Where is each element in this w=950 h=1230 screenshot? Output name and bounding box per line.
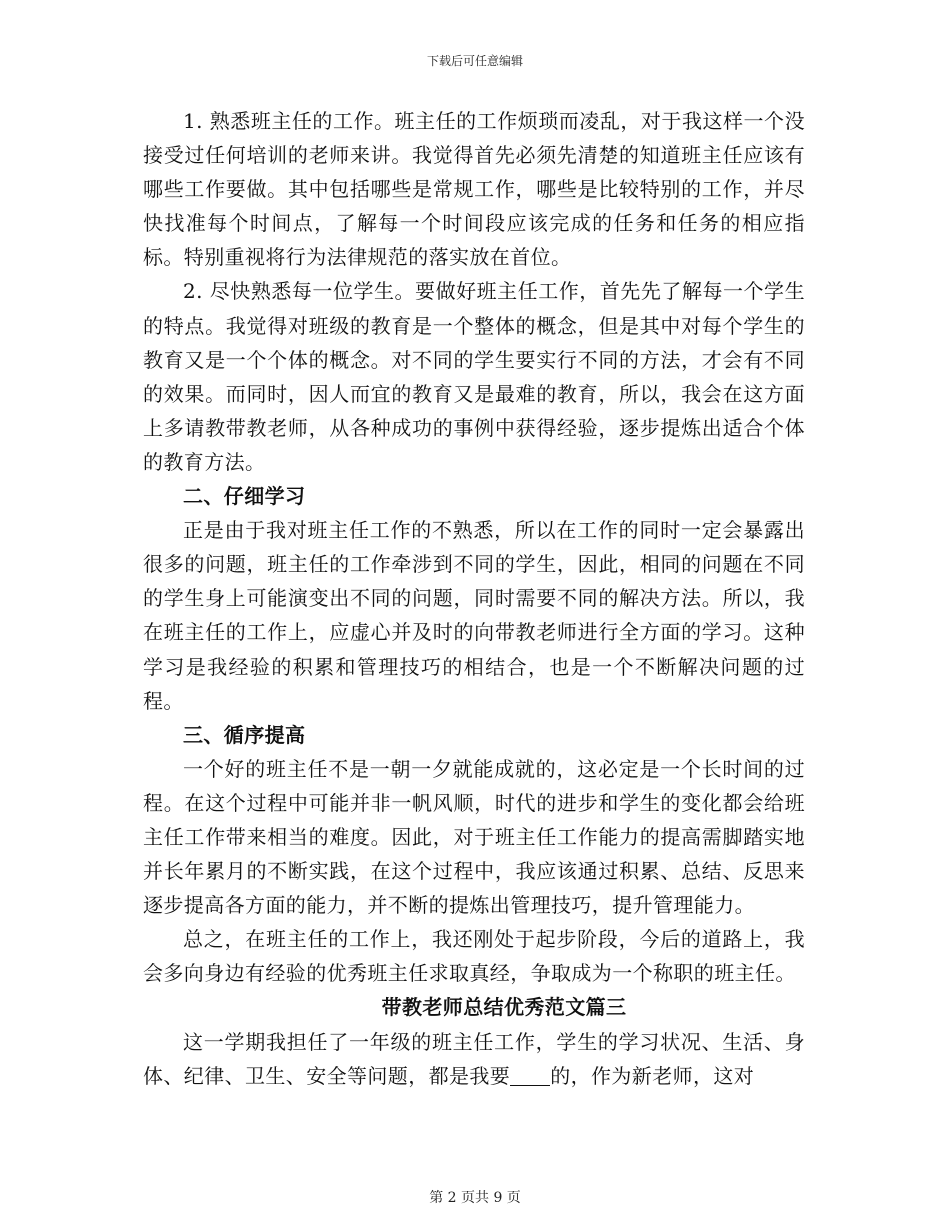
paragraph-3: 正是由于我对班主任工作的不熟悉，所以在工作的同时一定会暴露出很多的问题，班主任的工作牵涉到不同的学生，因此，相同的问题在不同的学生身上可能演变出不同的问题，同时需要不同的解决方法。所以，我在班主任的工作上，应虚心并及时的向带教老师进行全方面的学习。这种学习是我经验的积累和管理技巧的相结合，也是一个不断解决问题的过程。 [143,518,805,713]
section-title: 带教老师总结优秀范文篇三 [381,995,627,1020]
page-footer: 第 2 页共 9 页 [429,1190,521,1206]
fill-blank [510,1065,550,1086]
paragraph-6-start: 这一学期我担任了一年级的班主任工作，学生的学习状况、生活、身体、纪律、卫生、安全等问题，都是我要 [143,1029,805,1088]
document-body [143,104,805,1093]
heading-2: 二、仔细学习 [183,484,306,509]
paragraph-5: 总之，在班主任的工作上，我还刚处于起步阶段，今后的道路上，我会多向身边有经验的优秀班主任求取真经，争取成为一个称职的班主任。 [143,927,805,986]
paragraph-2: 2. 尽快熟悉每一位学生。要做好班主任工作，首先先了解每一个学生的特点。我觉得对班级的教育是一个整体的概念，但是其中对每个学生的教育又是一个个体的概念。对不同的学生要实行不同的方法，才会有不同的效果。而同时，因人而宜的教育又是最难的教育，所以，我会在这方面上多请教带教老师，从各种成功的事例中获得经验，逐步提炼出适合个体的教育方法。 [143,279,805,474]
page-header: 下载后可任意编辑 [426,54,523,68]
paragraph-6 [143,1025,805,1093]
paragraph-6-end: 的，作为新老师，这对 [550,1063,755,1088]
paragraph-1: 1. 熟悉班主任的工作。班主任的工作烦琐而凌乱，对于我这样一个没接受过任何培训的老师来讲。我觉得首先必须先清楚的知道班主任应该有哪些工作要做。其中包括哪些是常规工作，哪些是比较特别的工作，并尽快找准每个时间点，了解每一个时间段应该完成的任务和任务的相应指标。特别重视将行为法律规范的落实放在首位。 [143,109,805,270]
heading-3: 三、循序提高 [183,722,306,747]
paragraph-4: 一个好的班主任不是一朝一夕就能成就的，这必定是一个长时间的过程。在这个过程中可能并非一帆风顺，时代的进步和学生的变化都会给班主任工作带来相当的难度。因此，对于班主任工作能力的提高需脚踏实地并长年累月的不断实践，在这个过程中，我应该通过积累、总结、反思来逐步提高各方面的能力，并不断的提炼出管理技巧，提升管理能力。 [143,756,805,918]
